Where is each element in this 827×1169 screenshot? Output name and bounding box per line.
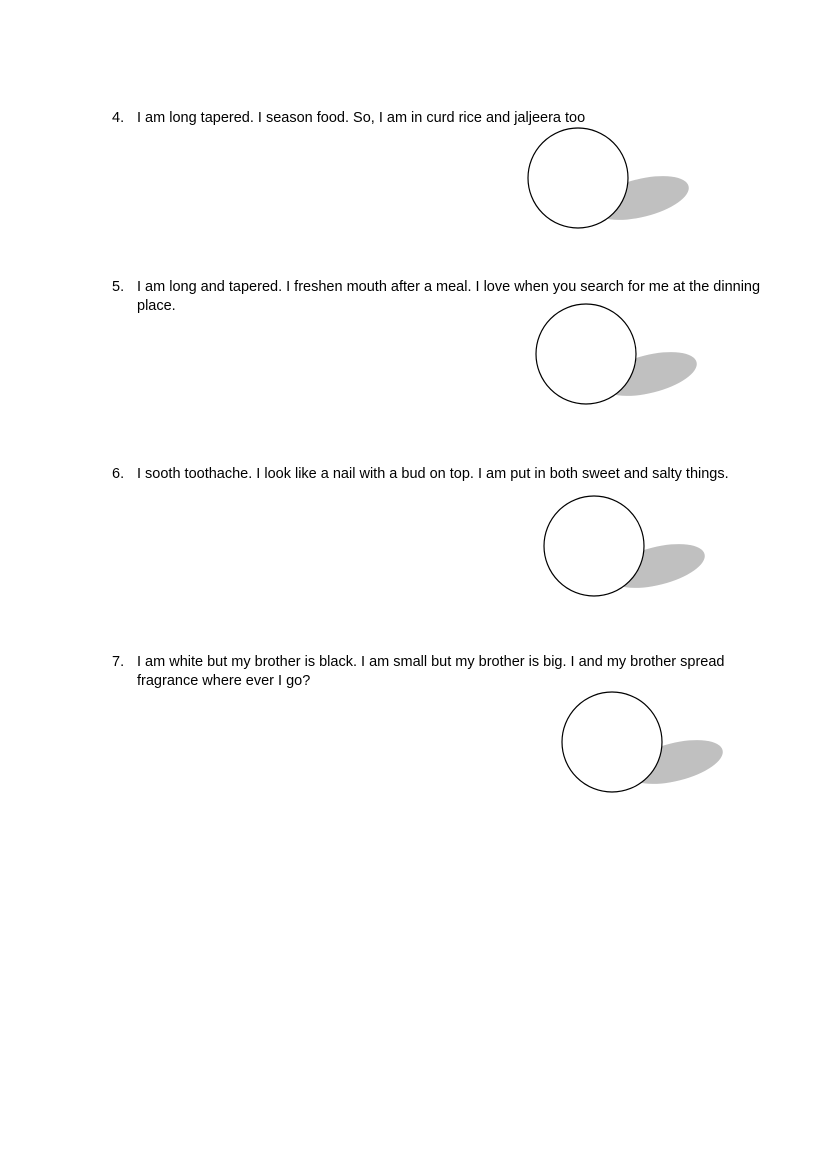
question-6 [112, 465, 802, 484]
question-4 [112, 109, 772, 128]
question-number: 7. [112, 654, 125, 670]
answer-bubble-6[interactable] [543, 495, 713, 605]
question-number: 4. [112, 110, 125, 126]
answer-circle[interactable] [528, 128, 628, 228]
answer-bubble-4[interactable] [527, 127, 697, 237]
question-text: I am long and tapered. I freshen mouth after a meal. I love when you search for me at the dinning place. [137, 279, 761, 314]
question-number: 6. [112, 466, 125, 482]
question-7 [112, 653, 772, 691]
question-text: I am long tapered. I season food. So, I am in curd rice and jaljeera too [137, 110, 586, 126]
answer-bubble-7[interactable] [561, 691, 731, 801]
answer-circle[interactable] [544, 496, 644, 596]
question-number: 5. [112, 279, 125, 295]
question-text: I am white but my brother is black. I am small but my brother is big. I and my brother spread fragrance where ever I go? [137, 654, 725, 689]
answer-circle[interactable] [562, 692, 662, 792]
question-text: I sooth toothache. I look like a nail with a bud on top. I am put in both sweet and salty things. [137, 466, 729, 482]
answer-circle[interactable] [536, 304, 636, 404]
answer-bubble-5[interactable] [535, 303, 705, 413]
